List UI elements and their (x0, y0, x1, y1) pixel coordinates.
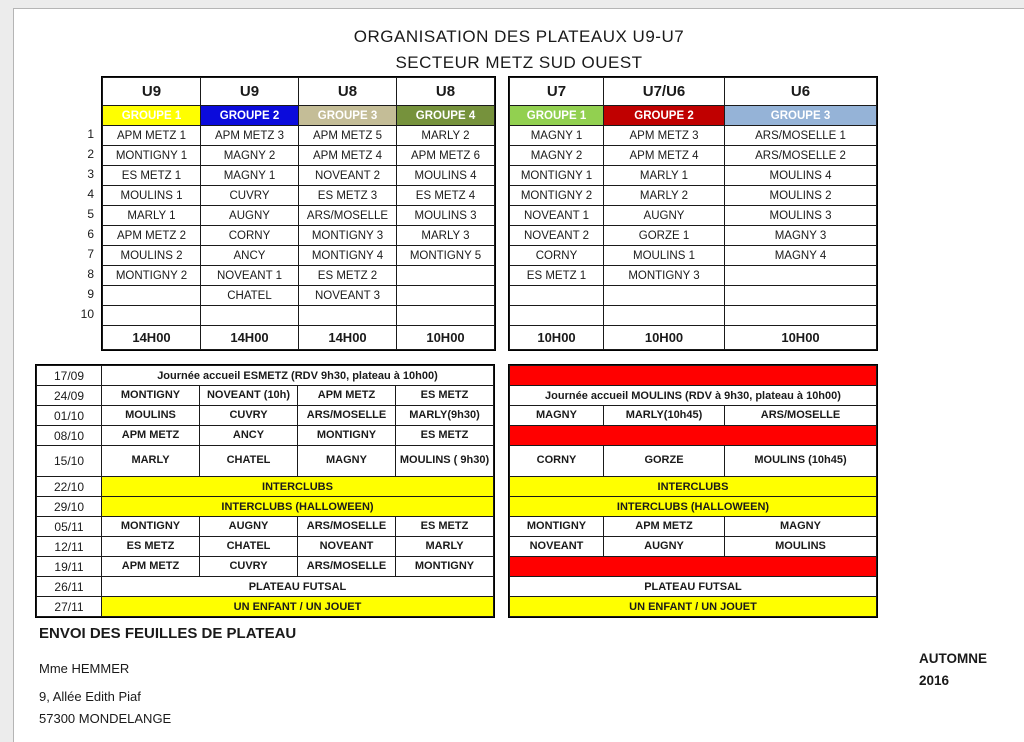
age-category-header: U6 (725, 78, 877, 106)
schedule-cell: CHATEL (200, 446, 298, 477)
row-number: 4 (87, 187, 94, 201)
schedule-cell: NOVEANT (298, 537, 396, 557)
schedule-span: Journée accueil ESMETZ (RDV 9h30, plateau à 10h00) (102, 366, 494, 386)
age-category-header: U9 (103, 78, 201, 106)
schedule-span: PLATEAU FUTSAL (510, 577, 877, 597)
date-cell: 05/11 (37, 517, 102, 537)
schedule-cell: APM METZ (604, 517, 725, 537)
team-cell: MONTIGNY 1 (510, 166, 604, 186)
schedule-cell: ES METZ (396, 426, 494, 446)
team-cell: ES METZ 1 (510, 266, 604, 286)
time-cell: 14H00 (299, 326, 397, 350)
schedule-cell: ES METZ (102, 537, 200, 557)
schedule-cell: ARS/MOSELLE (298, 517, 396, 537)
date-cell: 19/11 (37, 557, 102, 577)
address-line-2: 57300 MONDELANGE (39, 711, 172, 726)
team-cell: MAGNY 1 (510, 126, 604, 146)
schedule-cell: APM METZ (298, 386, 396, 406)
team-cell: APM METZ 4 (604, 146, 725, 166)
team-cell: MOULINS 3 (725, 206, 877, 226)
schedule-cell: AUGNY (604, 537, 725, 557)
schedule-cell: MOULINS (10h45) (725, 446, 877, 477)
team-cell (510, 286, 604, 306)
team-cell: CORNY (201, 226, 299, 246)
team-cell: ARS/MOSELLE 1 (725, 126, 877, 146)
schedule-span (510, 426, 877, 446)
team-cell: MOULINS 1 (604, 246, 725, 266)
row-number: 7 (87, 247, 94, 261)
date-cell: 26/11 (37, 577, 102, 597)
team-cell: AUGNY (604, 206, 725, 226)
team-cell: MAGNY 3 (725, 226, 877, 246)
time-cell: 14H00 (103, 326, 201, 350)
team-cell: ES METZ 1 (103, 166, 201, 186)
schedule-span: INTERCLUBS (HALLOWEEN) (102, 497, 494, 517)
group-header: GROUPE 1 (103, 106, 201, 126)
document-page (13, 8, 1024, 742)
team-cell: MONTIGNY 2 (103, 266, 201, 286)
schedule-cell: MOULINS (725, 537, 877, 557)
date-cell: 27/11 (37, 597, 102, 617)
team-cell: APM METZ 3 (201, 126, 299, 146)
team-cell: MOULINS 1 (103, 186, 201, 206)
schedule-cell: CHATEL (200, 537, 298, 557)
date-cell: 22/10 (37, 477, 102, 497)
schedule-cell: ES METZ (396, 517, 494, 537)
schedule-cell: CUVRY (200, 557, 298, 577)
schedule-cell: AUGNY (200, 517, 298, 537)
team-cell: APM METZ 2 (103, 226, 201, 246)
team-cell: CORNY (510, 246, 604, 266)
team-cell: MAGNY 4 (725, 246, 877, 266)
team-cell: APM METZ 6 (397, 146, 495, 166)
schedule-cell: ARS/MOSELLE (298, 557, 396, 577)
date-cell: 29/10 (37, 497, 102, 517)
team-cell: MARLY 1 (103, 206, 201, 226)
team-cell: MAGNY 2 (510, 146, 604, 166)
schedule-span: PLATEAU FUTSAL (102, 577, 494, 597)
team-cell: MARLY 3 (397, 226, 495, 246)
schedule-cell: NOVEANT (510, 537, 604, 557)
schedule-cell: ARS/MOSELLE (298, 406, 396, 426)
row-number: 6 (87, 227, 94, 241)
team-cell (103, 286, 201, 306)
year-label: 2016 (919, 673, 950, 688)
plateau-table-u9-u8-wrapper (101, 76, 496, 351)
team-cell (604, 286, 725, 306)
schedule-cell: MARLY(9h30) (396, 406, 494, 426)
team-cell: MOULINS 4 (725, 166, 877, 186)
team-cell: ANCY (201, 246, 299, 266)
schedule-cell: ES METZ (396, 386, 494, 406)
schedule-cell: MONTIGNY (298, 426, 396, 446)
page-title: ORGANISATION DES PLATEAUX U9-U7 (353, 27, 685, 46)
team-cell: CUVRY (201, 186, 299, 206)
time-cell: 10H00 (510, 326, 604, 350)
age-category-header: U9 (201, 78, 299, 106)
schedule-cell: ARS/MOSELLE (725, 406, 877, 426)
age-category-header: U7/U6 (604, 78, 725, 106)
team-cell (299, 306, 397, 326)
row-number: 10 (80, 307, 94, 321)
schedule-span: INTERCLUBS (102, 477, 494, 497)
age-category-header: U8 (397, 78, 495, 106)
row-number: 3 (87, 167, 94, 181)
group-header: GROUPE 4 (397, 106, 495, 126)
date-cell: 15/10 (37, 446, 102, 477)
address-line-1: 9, Allée Edith Piaf (39, 689, 141, 704)
team-cell: NOVEANT 1 (201, 266, 299, 286)
schedule-table-left (36, 365, 494, 617)
row-number: 8 (87, 267, 94, 281)
team-cell: MONTIGNY 4 (299, 246, 397, 266)
plateau-table-u7-u6 (509, 77, 877, 350)
row-number: 5 (87, 207, 94, 221)
schedule-cell: MARLY (396, 537, 494, 557)
schedule-cell: CUVRY (200, 406, 298, 426)
team-cell: MAGNY 1 (201, 166, 299, 186)
row-number: 2 (87, 147, 94, 161)
team-cell (725, 266, 877, 286)
team-cell: APM METZ 1 (103, 126, 201, 146)
team-cell: MOULINS 3 (397, 206, 495, 226)
team-cell: GORZE 1 (604, 226, 725, 246)
row-number: 9 (87, 287, 94, 301)
age-category-header: U8 (299, 78, 397, 106)
schedule-span: UN ENFANT / UN JOUET (510, 597, 877, 617)
schedule-cell: APM METZ (102, 557, 200, 577)
schedule-table-right (509, 365, 877, 617)
team-cell: ES METZ 4 (397, 186, 495, 206)
schedule-table-right-wrapper (508, 364, 878, 618)
team-cell: NOVEANT 3 (299, 286, 397, 306)
contact-name: Mme HEMMER (39, 661, 130, 676)
team-cell: AUGNY (201, 206, 299, 226)
schedule-cell: MARLY (102, 446, 200, 477)
team-cell (725, 306, 877, 326)
group-header: GROUPE 3 (299, 106, 397, 126)
plateau-table-u7-u6-wrapper (508, 76, 878, 351)
team-cell: APM METZ 3 (604, 126, 725, 146)
schedule-cell: MONTIGNY (510, 517, 604, 537)
schedule-cell: MONTIGNY (102, 386, 200, 406)
date-cell: 08/10 (37, 426, 102, 446)
footer-heading: ENVOI DES FEUILLES DE PLATEAU (39, 625, 297, 642)
team-cell (103, 306, 201, 326)
schedule-cell: MOULINS (102, 406, 200, 426)
schedule-cell: MARLY(10h45) (604, 406, 725, 426)
schedule-span: INTERCLUBS (HALLOWEEN) (510, 497, 877, 517)
team-cell: MONTIGNY 1 (103, 146, 201, 166)
schedule-cell: MOULINS ( 9h30) (396, 446, 494, 477)
team-cell: MAGNY 2 (201, 146, 299, 166)
team-cell: MOULINS 4 (397, 166, 495, 186)
team-cell: APM METZ 4 (299, 146, 397, 166)
team-cell (201, 306, 299, 326)
team-cell: MARLY 2 (604, 186, 725, 206)
group-header: GROUPE 2 (604, 106, 725, 126)
age-category-header: U7 (510, 78, 604, 106)
schedule-span (510, 557, 877, 577)
schedule-span: Journée accueil MOULINS (RDV à 9h30, plateau à 10h00) (510, 386, 877, 406)
team-cell: NOVEANT 2 (510, 226, 604, 246)
date-cell: 24/09 (37, 386, 102, 406)
page-subtitle: SECTEUR METZ SUD OUEST (395, 53, 643, 72)
group-header: GROUPE 1 (510, 106, 604, 126)
team-cell (397, 286, 495, 306)
team-cell (397, 306, 495, 326)
schedule-cell: APM METZ (102, 426, 200, 446)
team-cell (510, 306, 604, 326)
team-cell: MONTIGNY 5 (397, 246, 495, 266)
schedule-cell: MAGNY (298, 446, 396, 477)
schedule-cell: CORNY (510, 446, 604, 477)
group-header: GROUPE 2 (201, 106, 299, 126)
schedule-cell: MONTIGNY (102, 517, 200, 537)
schedule-span: INTERCLUBS (510, 477, 877, 497)
team-cell: MONTIGNY 3 (604, 266, 725, 286)
schedule-cell: GORZE (604, 446, 725, 477)
schedule-cell: MAGNY (510, 406, 604, 426)
schedule-span: UN ENFANT / UN JOUET (102, 597, 494, 617)
date-cell: 01/10 (37, 406, 102, 426)
team-cell: MONTIGNY 3 (299, 226, 397, 246)
schedule-cell: MONTIGNY (396, 557, 494, 577)
group-header: GROUPE 3 (725, 106, 877, 126)
schedule-cell: NOVEANT (10h) (200, 386, 298, 406)
team-cell: NOVEANT 2 (299, 166, 397, 186)
schedule-table-left-wrapper (35, 364, 495, 618)
row-number: 1 (87, 127, 94, 141)
team-cell: ES METZ 2 (299, 266, 397, 286)
plateau-table-u9-u8 (102, 77, 495, 350)
team-cell: MOULINS 2 (103, 246, 201, 266)
team-cell (725, 286, 877, 306)
time-cell: 14H00 (201, 326, 299, 350)
team-cell: MARLY 1 (604, 166, 725, 186)
schedule-cell: MAGNY (725, 517, 877, 537)
date-cell: 12/11 (37, 537, 102, 557)
team-cell: NOVEANT 1 (510, 206, 604, 226)
team-cell (604, 306, 725, 326)
time-cell: 10H00 (725, 326, 877, 350)
date-cell: 17/09 (37, 366, 102, 386)
team-cell (397, 266, 495, 286)
team-cell: MARLY 2 (397, 126, 495, 146)
team-cell: ES METZ 3 (299, 186, 397, 206)
team-cell: MOULINS 2 (725, 186, 877, 206)
team-cell: MONTIGNY 2 (510, 186, 604, 206)
team-cell: ARS/MOSELLE (299, 206, 397, 226)
team-cell: APM METZ 5 (299, 126, 397, 146)
team-cell: ARS/MOSELLE 2 (725, 146, 877, 166)
season-label: AUTOMNE (919, 651, 988, 666)
row-number-column (74, 124, 98, 324)
schedule-cell: ANCY (200, 426, 298, 446)
schedule-span (510, 366, 877, 386)
time-cell: 10H00 (604, 326, 725, 350)
team-cell: CHATEL (201, 286, 299, 306)
time-cell: 10H00 (397, 326, 495, 350)
